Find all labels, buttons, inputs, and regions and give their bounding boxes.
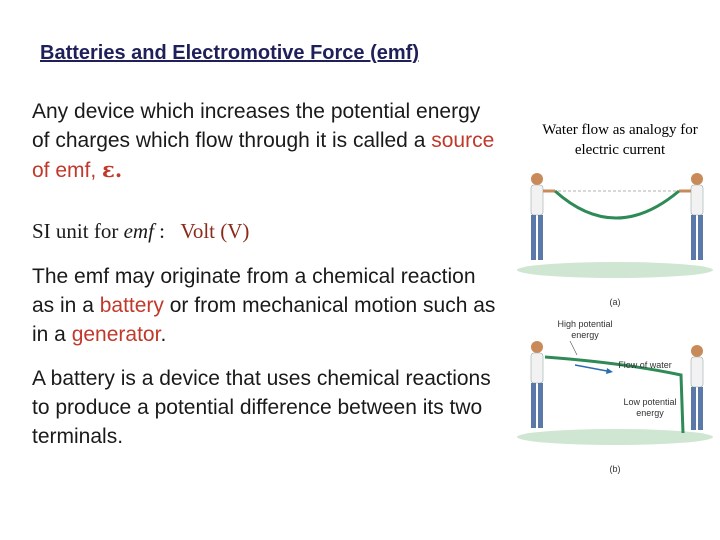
figure-caption: Water flow as analogy for electric current xyxy=(542,122,698,158)
emf-origin-paragraph xyxy=(32,262,502,349)
si-unit-term: emf xyxy=(123,219,154,243)
battery-highlight: battery xyxy=(99,294,164,317)
slide-title: Batteries and Electromotive Force (emf) xyxy=(40,42,419,64)
generator-highlight: generator xyxy=(71,323,161,346)
emf-origin-text-c: . xyxy=(160,323,167,346)
emf-origin-text-a: The emf may originate from a chemical reaction as in a xyxy=(32,265,476,317)
water-analogy-illustration xyxy=(515,165,715,485)
water-analogy-figure xyxy=(515,165,715,485)
si-unit-value: Volt (V) xyxy=(180,219,250,243)
panel-a-label: (a) xyxy=(609,297,621,307)
si-unit-line xyxy=(32,219,249,244)
high-potential-label: High potential xyxy=(557,319,613,329)
emf-symbol: ε. xyxy=(102,157,123,182)
emf-definition-paragraph xyxy=(32,97,502,185)
battery-definition-paragraph: A battery is a device that uses chemical reactions to produce a potential difference between its two terminals. xyxy=(32,367,491,448)
panel-a xyxy=(517,173,713,307)
low-potential-label: Low potential xyxy=(623,397,677,407)
panel-b-label: (b) xyxy=(609,464,621,474)
flow-of-water-label: Flow of water xyxy=(618,360,672,370)
high-potential-label-2: energy xyxy=(571,330,599,340)
emf-origin-text-b: or from mechanical motion such as in a xyxy=(32,294,496,346)
source-of-emf-highlight: source of emf, xyxy=(32,129,495,182)
low-potential-label-2: energy xyxy=(636,408,664,418)
emf-definition-text: Any device which increases the potential energy of charges which flow through it is called a xyxy=(32,100,481,152)
si-unit-colon: : xyxy=(159,219,165,243)
panel-b xyxy=(517,319,713,474)
si-unit-label: SI unit for xyxy=(32,219,119,243)
